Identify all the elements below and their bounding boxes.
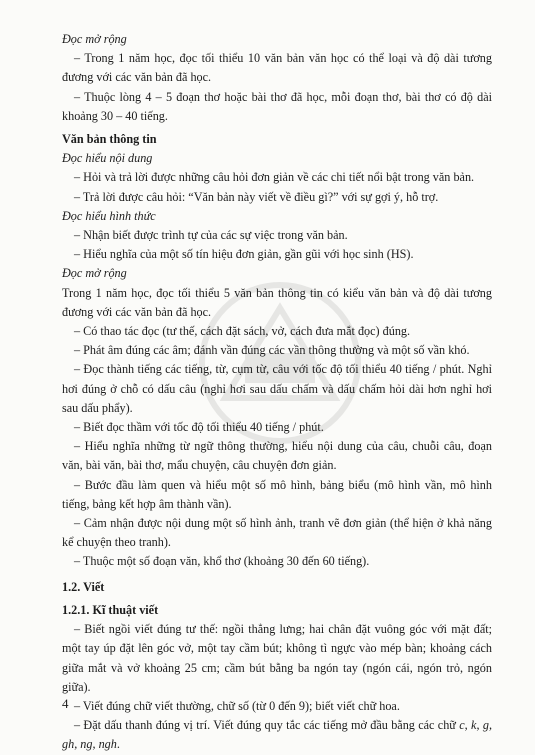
paragraph: – Phát âm đúng các âm; đánh vần đúng các vần thông thường và một số vần khó. <box>74 343 470 358</box>
paragraph: – Đọc thành tiếng các tiếng, từ, cụm từ, câu với tốc độ tối thiểu 40 tiếng / phút. Nghỉ hơi đúng ở chỗ có dấu câu (nghỉ hơi sau dấu chấm và dấu chấm hỏi dài hơn nghỉ hơi sau dấu phẩy). <box>62 362 492 415</box>
paragraph <box>62 716 492 754</box>
paragraph: – Thuộc lòng 4 – 5 đoạn thơ hoặc bài thơ đã học, mỗi đoạn thơ, bài thơ có độ dài khoảng 30 – 40 tiếng. <box>62 89 492 123</box>
paragraph: – Hiểu nghĩa của một số tín hiệu đơn giản, gần gũi với học sinh (HS). <box>74 247 414 262</box>
writing-technique-heading: 1.2.1. Kĩ thuật viết <box>62 602 159 617</box>
form-comprehension-heading: Đọc hiểu hình thức <box>62 208 156 223</box>
paragraph: – Viết đúng chữ viết thường, chữ số (từ 0 đến 9); biết viết chữ hoa. <box>74 698 400 713</box>
paragraph: – Biết đọc thầm với tốc độ tối thiểu 40 tiếng / phút. <box>74 420 324 435</box>
content-comprehension-heading: Đọc hiểu nội dung <box>62 151 153 166</box>
text-span: – Đặt dấu thanh đúng vị trí. Viết đúng quy tắc các tiếng mở đầu bằng các chữ <box>74 718 460 733</box>
italic-letters: c, k, g, gh, ng, ngh <box>62 718 492 752</box>
paragraph: – Biết ngồi viết đúng tư thế: ngồi thẳng lưng; hai chân đặt vuông góc với mặt đất; một tay úp đặt lên góc vở, một tay cầm bút; không tì ngực vào mép bàn; khoảng cách giữa mắt và vở khoảng 25 cm; cầm bút bằng ba ngón tay (ngón cái, ngón trỏ, ngón giữa). <box>62 622 492 694</box>
paragraph: – Cảm nhận được nội dung một số hình ảnh, tranh vẽ đơn giản (thể hiện ở khả năng kể chuyện theo tranh). <box>62 516 492 550</box>
paragraph: – Thuộc một số đoạn văn, khổ thơ (khoảng 30 đến 60 tiếng). <box>74 554 370 569</box>
paragraph: – Bước đầu làm quen và hiểu một số mô hình, bảng biểu (mô hình vần, mô hình tiếng, bảng kết hợp âm thành vần). <box>62 477 492 511</box>
paragraph: – Trả lời được câu hỏi: “Văn bản này viết về điều gì?” với sự gợi ý, hỗ trợ. <box>74 189 439 204</box>
text-span: . <box>116 737 120 752</box>
paragraph: – Nhận biết được trình tự của các sự việc trong văn bản. <box>74 228 348 243</box>
writing-heading: 1.2. Viết <box>62 579 105 594</box>
info-text-heading: Văn bản thông tin <box>62 132 157 147</box>
reading-extension-heading: Đọc mở rộng <box>62 32 127 46</box>
page-content <box>62 30 492 755</box>
paragraph: – Hỏi và trả lời được những câu hỏi đơn giản về các chi tiết nổi bật trong văn bản. <box>74 170 475 185</box>
paragraph: – Trong 1 năm học, đọc tối thiểu 10 văn bản văn học có thể loại và độ dài tương đương với các văn bản đã học. <box>62 51 492 85</box>
paragraph: – Có thao tác đọc (tư thế, cách đặt sách, vở, cách đưa mắt đọc) đúng. <box>74 324 411 339</box>
page-number: 4 <box>62 696 69 711</box>
info-reading-extension-heading: Đọc mở rộng <box>62 266 127 281</box>
paragraph: Trong 1 năm học, đọc tối thiểu 5 văn bản thông tin có kiểu văn bản và độ dài tương đương với các văn bản đã học. <box>62 285 492 319</box>
paragraph: – Hiểu nghĩa những từ ngữ thông thường, hiểu nội dung của câu, chuỗi câu, đoạn văn, bài văn, bài thơ, mẩu chuyện, câu chuyện đơn giản. <box>62 439 492 473</box>
